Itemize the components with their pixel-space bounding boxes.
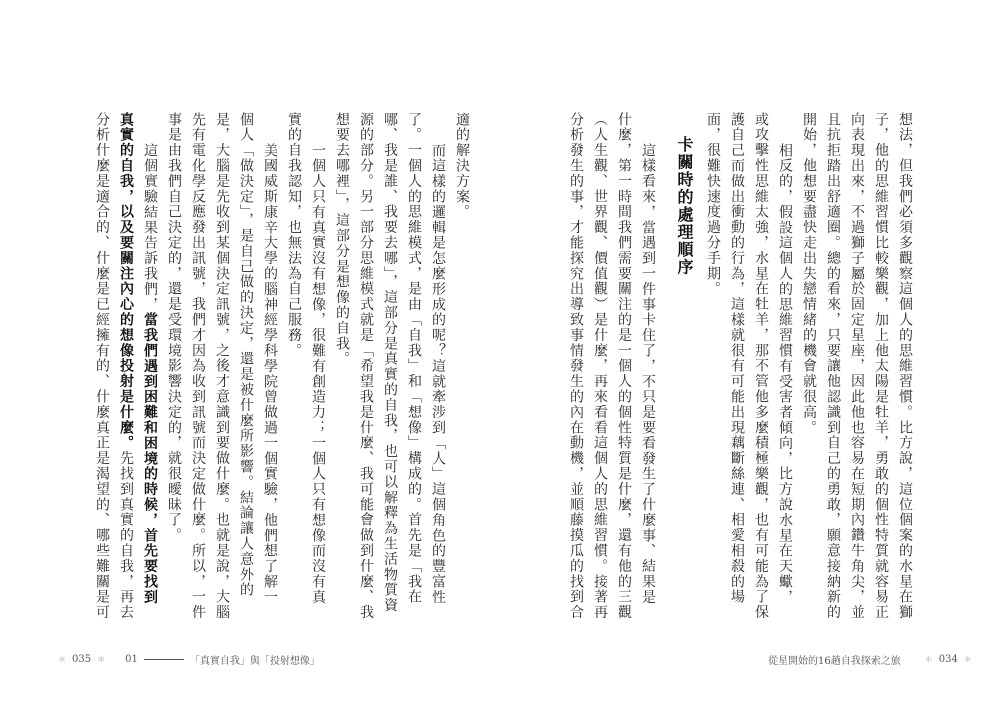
body-text: 向表現出來，不過獅子屬於固定星座，因此他也容易在短期內鑽牛角尖，並 [849,112,865,621]
text-column [284,112,304,358]
body-text: 實的自我認知，也無法為自己服務。 [286,112,302,359]
body-text: 源的部分。另一部分思維模式就是「希望我是什麼、我可能會做到什麼、我 [358,112,374,621]
text-column [92,112,112,620]
body-text: 相反的，假設這個人的思維習慣有受害者傾向，比方說水星在天蠍， [777,143,793,605]
book-title: 從星開始的16趟自我探索之旅 [768,656,901,667]
body-text: 而這樣的邏輯是怎麼形成的呢？這就牽涉到「人」這個角色的豐富性 [430,143,446,605]
text-column [847,112,867,620]
text-column [751,112,771,620]
ornament-icon: ＊ [58,655,66,664]
text-column [614,112,634,620]
text-column [188,112,208,620]
body-text: 什麼，第一時間我們需要關注的是一個人的個性特質是什麼，還有他的三觀 [616,112,632,621]
right-page [500,0,1000,710]
body-text: 想法，但我們必須多觀察這個人的思維習慣。比方說，這位個案的水星在獅 [897,112,913,621]
text-column [703,112,723,297]
body-text: 美國威斯康辛大學的腦神經學科學院曾做過一個實驗，他們想了解一 [262,143,278,605]
text-column [356,112,376,620]
right-page-footer [768,652,972,667]
body-text: 且抗拒踏出舒適圈。總的看來，只要讓他認識到自己的勇敢，願意接納新的 [825,112,841,621]
body-text: （人生觀、世界觀、價值觀）是什麼，再來看看這個人的思維習慣。接著再 [592,112,608,621]
body-text: 個人「做決定」，是自己做的決定，還是被什麼所影響。結論讓人意外的 [238,112,254,598]
text-column [332,112,352,367]
ornament-icon: ＊ [924,655,933,664]
body-text: 適的解決方案。 [454,112,470,220]
text-column [799,112,819,435]
body-text: 先有電化學反應發出訊號，我們才因為收到訊號而決定做什麼。所以，一件 [190,112,206,621]
text-column [895,112,915,620]
text-column [590,112,610,620]
chapter-number: 01 [125,654,138,665]
body-text: 了。一個人的思維模式，是由「自我」和「想像」構成的。首先是「我在 [406,112,422,605]
body-text: 一個人只有真實沒有想像，很難有創造力；一個人只有想像而沒有真 [310,143,326,605]
text-column [452,112,472,220]
page-number: 035 [72,654,92,665]
text-column [308,143,328,605]
body-text: 子，他的思維習慣比較樂觀，加上他太陽是牡羊，勇敢的個性特質就容易正 [873,112,889,621]
chapter-title: 「真實自我」與「投射想像」 [189,656,320,667]
text-column [871,112,891,620]
body-text: 事是由我們自己決定的，還是受環境影響決定的，就很曖昧了。 [166,112,182,544]
bold-text: 當我們遇到困難和困境的時候，首先要找到 [142,312,158,606]
text-column [566,112,586,620]
text-column [638,143,658,605]
body-text: 護自己而做出衝動的行為，這樣就很有可能出現藕斷絲連、相愛相殺的場 [729,112,745,605]
page-number: 034 [938,654,958,665]
body-text: 分析什麼是適合的、什麼是已經擁有的、什麼真正是渴望的、哪些難關是可 [94,112,110,621]
text-column [428,143,448,605]
text-column [164,112,184,543]
text-column [260,143,280,605]
text-column [140,143,160,605]
body-text: 這個實驗結果告訴我們， [142,143,158,313]
body-text: 或攻擊性思維太強，水星在牡羊，那不管他多麼積極樂觀，也有可能為了保 [753,112,769,621]
text-column [727,112,747,605]
body-text: 是，大腦是先收到某個決定訊號，之後才意識到要做什麼。也就是說，大腦 [214,112,230,621]
text-column [775,143,795,605]
text-column [823,112,843,620]
section-heading: 卡關時的處理順序 [675,136,694,276]
text-column [212,112,232,620]
body-text: 這樣看來，當遇到一件事卡住了，不只是要看發生了什麼事、結果是 [640,143,656,605]
body-text: 分析發生的事，才能探究出導致事情發生的內在動機，並順藤摸瓜的找到合 [568,112,584,621]
text-column [380,112,400,613]
text-column [404,112,424,605]
body-text: 開始，他想要盡快走出失戀情緒的機會就很高。 [801,112,817,436]
divider-line [144,659,184,660]
text-column [236,112,256,598]
ornament-icon: ＊ [97,655,106,664]
text-column [116,112,136,620]
body-text: 先找到真實的自我，再去 [118,450,134,621]
left-page-footer [58,652,320,667]
body-text: 哪、我是誰、我要去哪」，這部分是真實的自我，也可以解釋為生活物質資 [382,112,398,614]
ornament-icon: ＊ [963,655,972,664]
bold-text: 真實的自我，以及要關注內心的想像投射是什麼。 [118,112,134,451]
body-text: 想要去哪裡」，這部分是想像的自我。 [334,112,350,367]
body-text: 面，很難快速度過分手期。 [705,112,721,297]
